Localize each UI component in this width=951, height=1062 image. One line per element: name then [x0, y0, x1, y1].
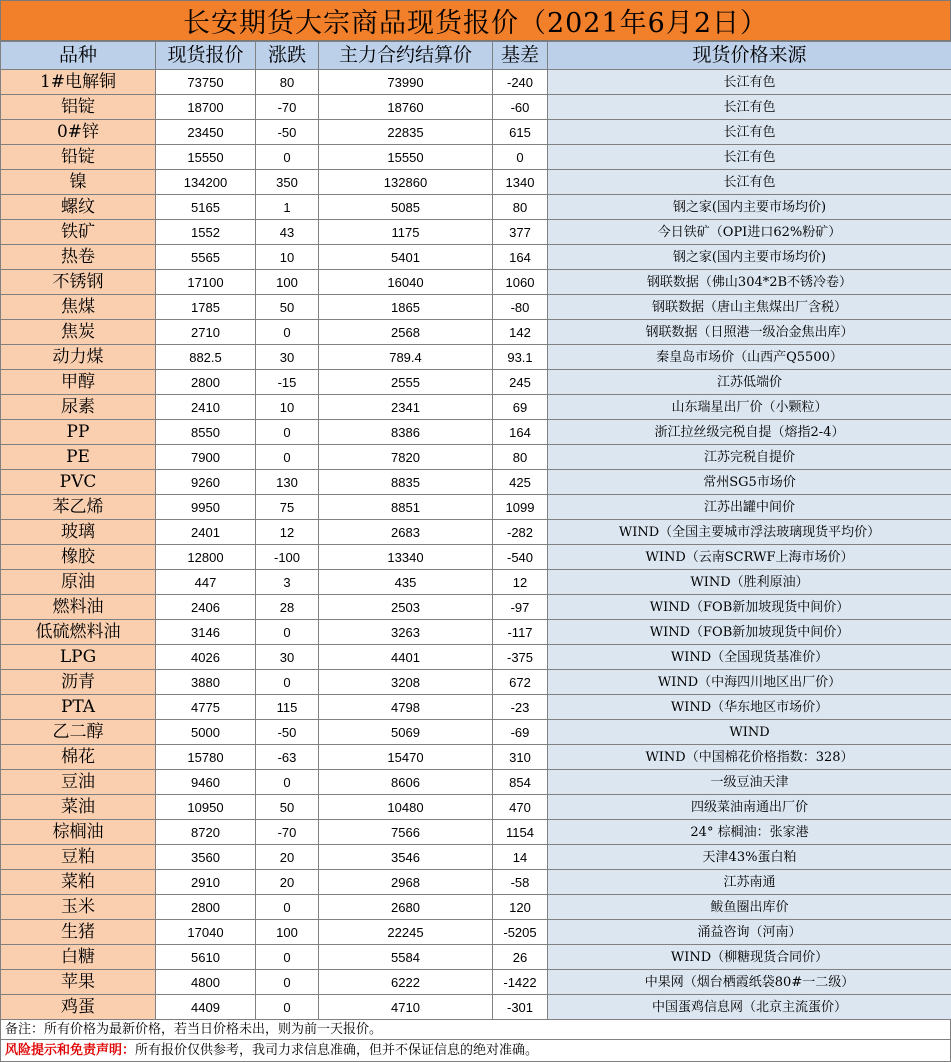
settlement-cell: 3546 — [319, 845, 493, 870]
variety-cell: 0#锌 — [1, 120, 156, 145]
variety-cell: 焦炭 — [1, 320, 156, 345]
spot-price-cell: 2401 — [156, 520, 256, 545]
table-row — [1, 320, 951, 345]
spot-price-cell: 2800 — [156, 370, 256, 395]
table-row — [1, 520, 951, 545]
source-cell: WIND（柳糖现货合同价） — [548, 945, 951, 970]
spot-price-cell: 15550 — [156, 145, 256, 170]
basis-cell: 164 — [493, 420, 548, 445]
table-row — [1, 195, 951, 220]
source-cell: 天津43%蛋白粕 — [548, 845, 951, 870]
table-row — [1, 270, 951, 295]
settlement-cell: 3208 — [319, 670, 493, 695]
variety-cell: 棕榈油 — [1, 820, 156, 845]
table-row — [1, 895, 951, 920]
basis-cell: 1154 — [493, 820, 548, 845]
source-cell: 24° 棕榈油：张家港 — [548, 820, 951, 845]
source-cell: 长江有色 — [548, 120, 951, 145]
table-row — [1, 495, 951, 520]
header-spot-price: 现货报价 — [156, 42, 256, 70]
spot-price-cell: 8720 — [156, 820, 256, 845]
change-cell: 75 — [256, 495, 319, 520]
table-row — [1, 245, 951, 270]
variety-cell: 铅锭 — [1, 145, 156, 170]
disclaimer-label: 风险提示和免责声明： — [5, 1043, 135, 1058]
source-cell: 江苏南通 — [548, 870, 951, 895]
source-cell: 今日铁矿（OPI进口62%粉矿） — [548, 220, 951, 245]
settlement-cell: 2341 — [319, 395, 493, 420]
spot-price-cell: 3146 — [156, 620, 256, 645]
change-cell: -63 — [256, 745, 319, 770]
basis-cell: -240 — [493, 70, 548, 95]
basis-cell: 1060 — [493, 270, 548, 295]
spot-price-cell: 15780 — [156, 745, 256, 770]
change-cell: -70 — [256, 820, 319, 845]
variety-cell: 1#电解铜 — [1, 70, 156, 95]
settlement-cell: 16040 — [319, 270, 493, 295]
change-cell: 100 — [256, 920, 319, 945]
change-cell: 0 — [256, 445, 319, 470]
spot-price-cell: 2406 — [156, 595, 256, 620]
change-cell: -50 — [256, 120, 319, 145]
settlement-cell: 4710 — [319, 995, 493, 1020]
change-cell: 28 — [256, 595, 319, 620]
source-cell: 长江有色 — [548, 145, 951, 170]
basis-cell: -80 — [493, 295, 548, 320]
table-row — [1, 820, 951, 845]
source-cell: 一级豆油天津 — [548, 770, 951, 795]
basis-cell: 615 — [493, 120, 548, 145]
spot-price-cell: 17100 — [156, 270, 256, 295]
table-row — [1, 770, 951, 795]
spot-price-cell: 4409 — [156, 995, 256, 1020]
source-cell: 江苏完税自提价 — [548, 445, 951, 470]
variety-cell: PP — [1, 420, 156, 445]
settlement-cell: 3263 — [319, 620, 493, 645]
variety-cell: 镍 — [1, 170, 156, 195]
spot-price-cell: 2910 — [156, 870, 256, 895]
variety-cell: 螺纹 — [1, 195, 156, 220]
basis-cell: -5205 — [493, 920, 548, 945]
settlement-cell: 8606 — [319, 770, 493, 795]
source-cell: 钢联数据（唐山主焦煤出厂含税） — [548, 295, 951, 320]
spot-price-cell: 9260 — [156, 470, 256, 495]
source-cell: 四级菜油南通出厂价 — [548, 795, 951, 820]
source-cell: WIND（全国主要城市浮法玻璃现货平均价） — [548, 520, 951, 545]
change-cell: 20 — [256, 845, 319, 870]
spot-price-cell: 5610 — [156, 945, 256, 970]
variety-cell: 动力煤 — [1, 345, 156, 370]
change-cell: -50 — [256, 720, 319, 745]
basis-cell: -117 — [493, 620, 548, 645]
settlement-cell: 2503 — [319, 595, 493, 620]
basis-cell: -282 — [493, 520, 548, 545]
change-cell: -15 — [256, 370, 319, 395]
table-row — [1, 720, 951, 745]
settlement-cell: 8835 — [319, 470, 493, 495]
settlement-cell: 2555 — [319, 370, 493, 395]
change-cell: 0 — [256, 320, 319, 345]
change-cell: 30 — [256, 345, 319, 370]
change-cell: 0 — [256, 620, 319, 645]
spot-price-cell: 73750 — [156, 70, 256, 95]
change-cell: 30 — [256, 645, 319, 670]
settlement-cell: 7820 — [319, 445, 493, 470]
table-row — [1, 570, 951, 595]
source-cell: 常州SG5市场价 — [548, 470, 951, 495]
variety-cell: 燃料油 — [1, 595, 156, 620]
source-cell: 山东瑞星出厂价（小颗粒） — [548, 395, 951, 420]
table-row — [1, 170, 951, 195]
change-cell: 50 — [256, 295, 319, 320]
table-row — [1, 620, 951, 645]
variety-cell: 原油 — [1, 570, 156, 595]
basis-cell: 26 — [493, 945, 548, 970]
table-row — [1, 995, 951, 1020]
change-cell: 10 — [256, 395, 319, 420]
sheet-title: 长安期货大宗商品现货报价（2021年6月2日） — [0, 0, 951, 41]
change-cell: 0 — [256, 145, 319, 170]
table-row — [1, 445, 951, 470]
variety-cell: 豆粕 — [1, 845, 156, 870]
settlement-cell: 1865 — [319, 295, 493, 320]
basis-cell: 425 — [493, 470, 548, 495]
table-row — [1, 670, 951, 695]
basis-cell: 377 — [493, 220, 548, 245]
source-cell: 长江有色 — [548, 70, 951, 95]
basis-cell: 80 — [493, 195, 548, 220]
basis-cell: 120 — [493, 895, 548, 920]
settlement-cell: 73990 — [319, 70, 493, 95]
settlement-cell: 435 — [319, 570, 493, 595]
settlement-cell: 2968 — [319, 870, 493, 895]
change-cell: 0 — [256, 970, 319, 995]
change-cell: 0 — [256, 995, 319, 1020]
source-cell: WIND（中国棉花价格指数：328） — [548, 745, 951, 770]
source-cell: WIND（云南SCRWF上海市场价） — [548, 545, 951, 570]
variety-cell: 鸡蛋 — [1, 995, 156, 1020]
basis-cell: 14 — [493, 845, 548, 870]
spot-price-cell: 1552 — [156, 220, 256, 245]
basis-cell: -301 — [493, 995, 548, 1020]
table-row — [1, 345, 951, 370]
variety-cell: 不锈钢 — [1, 270, 156, 295]
variety-cell: 棉花 — [1, 745, 156, 770]
variety-cell: PVC — [1, 470, 156, 495]
source-cell: WIND（胜利原油） — [548, 570, 951, 595]
change-cell: 0 — [256, 895, 319, 920]
source-cell: 长江有色 — [548, 95, 951, 120]
change-cell: 1 — [256, 195, 319, 220]
variety-cell: PE — [1, 445, 156, 470]
source-cell: WIND（FOB新加坡现货中间价） — [548, 620, 951, 645]
basis-cell: 164 — [493, 245, 548, 270]
header-basis: 基差 — [493, 42, 548, 70]
table-row — [1, 945, 951, 970]
settlement-cell: 789.4 — [319, 345, 493, 370]
variety-cell: 菜粕 — [1, 870, 156, 895]
basis-cell: 854 — [493, 770, 548, 795]
spot-price-cell: 4026 — [156, 645, 256, 670]
spot-price-cell: 134200 — [156, 170, 256, 195]
table-row — [1, 220, 951, 245]
table-row — [1, 420, 951, 445]
source-cell: 长江有色 — [548, 170, 951, 195]
change-cell: 350 — [256, 170, 319, 195]
basis-cell: -540 — [493, 545, 548, 570]
table-row — [1, 145, 951, 170]
spot-price-cell: 18700 — [156, 95, 256, 120]
source-cell: WIND（华东地区市场价） — [548, 695, 951, 720]
basis-cell: -60 — [493, 95, 548, 120]
variety-cell: 豆油 — [1, 770, 156, 795]
source-cell: WIND（中海四川地区出厂价） — [548, 670, 951, 695]
change-cell: 10 — [256, 245, 319, 270]
settlement-cell: 22835 — [319, 120, 493, 145]
table-row — [1, 545, 951, 570]
variety-cell: 热卷 — [1, 245, 156, 270]
change-cell: 0 — [256, 420, 319, 445]
settlement-cell: 7566 — [319, 820, 493, 845]
spot-price-cell: 7900 — [156, 445, 256, 470]
spot-price-cell: 447 — [156, 570, 256, 595]
basis-cell: 1099 — [493, 495, 548, 520]
basis-cell: 672 — [493, 670, 548, 695]
spot-price-cell: 2410 — [156, 395, 256, 420]
settlement-cell: 6222 — [319, 970, 493, 995]
change-cell: 3 — [256, 570, 319, 595]
table-row — [1, 645, 951, 670]
table-row — [1, 920, 951, 945]
change-cell: 0 — [256, 770, 319, 795]
variety-cell: PTA — [1, 695, 156, 720]
table-row — [1, 395, 951, 420]
spot-price-cell: 2710 — [156, 320, 256, 345]
settlement-cell: 5069 — [319, 720, 493, 745]
header-row — [1, 42, 951, 70]
settlement-cell: 15470 — [319, 745, 493, 770]
settlement-cell: 5584 — [319, 945, 493, 970]
header-change: 涨跌 — [256, 42, 319, 70]
table-row — [1, 370, 951, 395]
basis-cell: 12 — [493, 570, 548, 595]
basis-cell: 69 — [493, 395, 548, 420]
spot-price-cell: 3560 — [156, 845, 256, 870]
source-cell: 秦皇岛市场价（山西产Q5500） — [548, 345, 951, 370]
spot-price-cell: 5000 — [156, 720, 256, 745]
spot-price-cell: 3880 — [156, 670, 256, 695]
spot-price-cell: 9460 — [156, 770, 256, 795]
basis-cell: 80 — [493, 445, 548, 470]
change-cell: 0 — [256, 945, 319, 970]
basis-cell: 0 — [493, 145, 548, 170]
variety-cell: 乙二醇 — [1, 720, 156, 745]
change-cell: 43 — [256, 220, 319, 245]
source-cell: WIND — [548, 720, 951, 745]
source-cell: 涌益咨询（河南） — [548, 920, 951, 945]
basis-cell: -97 — [493, 595, 548, 620]
source-cell: WIND（全国现货基准价） — [548, 645, 951, 670]
basis-cell: 470 — [493, 795, 548, 820]
disclaimer — [0, 1040, 951, 1062]
settlement-cell: 22245 — [319, 920, 493, 945]
table-row — [1, 95, 951, 120]
spot-price-cell: 4775 — [156, 695, 256, 720]
table-row — [1, 595, 951, 620]
change-cell: 100 — [256, 270, 319, 295]
variety-cell: 尿素 — [1, 395, 156, 420]
source-cell: 浙江拉丝级完税自提（熔指2-4） — [548, 420, 951, 445]
settlement-cell: 1175 — [319, 220, 493, 245]
variety-cell: 铁矿 — [1, 220, 156, 245]
source-cell: 钢之家(国内主要市场均价) — [548, 195, 951, 220]
basis-cell: 245 — [493, 370, 548, 395]
basis-cell: -1422 — [493, 970, 548, 995]
basis-cell: -375 — [493, 645, 548, 670]
settlement-cell: 10480 — [319, 795, 493, 820]
spot-price-cell: 10950 — [156, 795, 256, 820]
spot-price-cell: 8550 — [156, 420, 256, 445]
table-row — [1, 70, 951, 95]
settlement-cell: 5085 — [319, 195, 493, 220]
table-row — [1, 845, 951, 870]
variety-cell: 铝锭 — [1, 95, 156, 120]
price-table — [0, 41, 951, 1020]
header-source: 现货价格来源 — [548, 42, 951, 70]
basis-cell: 93.1 — [493, 345, 548, 370]
spot-price-cell: 23450 — [156, 120, 256, 145]
table-row — [1, 120, 951, 145]
settlement-cell: 132860 — [319, 170, 493, 195]
settlement-cell: 8386 — [319, 420, 493, 445]
variety-cell: 橡胶 — [1, 545, 156, 570]
variety-cell: 沥青 — [1, 670, 156, 695]
variety-cell: LPG — [1, 645, 156, 670]
note: 备注：所有价格为最新价格，若当日价格未出，则为前一天报价。 — [0, 1020, 951, 1040]
disclaimer-text: 所有报价仅供参考，我司力求信息准确，但并不保证信息的绝对准确。 — [135, 1043, 538, 1058]
change-cell: -100 — [256, 545, 319, 570]
table-row — [1, 470, 951, 495]
spot-price-cell: 5565 — [156, 245, 256, 270]
variety-cell: 焦煤 — [1, 295, 156, 320]
settlement-cell: 18760 — [319, 95, 493, 120]
source-cell: 钢联数据（佛山304*2B不锈冷卷） — [548, 270, 951, 295]
spot-price-cell: 1785 — [156, 295, 256, 320]
spot-price-cell: 9950 — [156, 495, 256, 520]
spot-price-cell: 12800 — [156, 545, 256, 570]
change-cell: 20 — [256, 870, 319, 895]
spot-price-cell: 17040 — [156, 920, 256, 945]
source-cell: 中国蛋鸡信息网（北京主流蛋价） — [548, 995, 951, 1020]
header-variety: 品种 — [1, 42, 156, 70]
change-cell: 130 — [256, 470, 319, 495]
source-cell: 江苏出罐中间价 — [548, 495, 951, 520]
table-row — [1, 870, 951, 895]
settlement-cell: 4401 — [319, 645, 493, 670]
settlement-cell: 5401 — [319, 245, 493, 270]
settlement-cell: 2680 — [319, 895, 493, 920]
table-row — [1, 795, 951, 820]
header-settlement: 主力合约结算价 — [319, 42, 493, 70]
basis-cell: 310 — [493, 745, 548, 770]
spot-price-cell: 2800 — [156, 895, 256, 920]
variety-cell: 菜油 — [1, 795, 156, 820]
table-row — [1, 295, 951, 320]
variety-cell: 玉米 — [1, 895, 156, 920]
settlement-cell: 2683 — [319, 520, 493, 545]
basis-cell: -23 — [493, 695, 548, 720]
basis-cell: 1340 — [493, 170, 548, 195]
variety-cell: 甲醇 — [1, 370, 156, 395]
basis-cell: -69 — [493, 720, 548, 745]
spot-price-cell: 5165 — [156, 195, 256, 220]
source-cell: 钢联数据（日照港一级冶金焦出库） — [548, 320, 951, 345]
variety-cell: 白糖 — [1, 945, 156, 970]
variety-cell: 生猪 — [1, 920, 156, 945]
change-cell: 80 — [256, 70, 319, 95]
spot-price-cell: 882.5 — [156, 345, 256, 370]
source-cell: 钢之家(国内主要市场均价) — [548, 245, 951, 270]
variety-cell: 低硫燃料油 — [1, 620, 156, 645]
change-cell: 0 — [256, 670, 319, 695]
settlement-cell: 15550 — [319, 145, 493, 170]
source-cell: 鲅鱼圈出库价 — [548, 895, 951, 920]
basis-cell: 142 — [493, 320, 548, 345]
spot-price-cell: 4800 — [156, 970, 256, 995]
source-cell: 江苏低端价 — [548, 370, 951, 395]
basis-cell: -58 — [493, 870, 548, 895]
change-cell: -70 — [256, 95, 319, 120]
settlement-cell: 4798 — [319, 695, 493, 720]
source-cell: WIND（FOB新加坡现货中间价） — [548, 595, 951, 620]
settlement-cell: 8851 — [319, 495, 493, 520]
variety-cell: 苯乙烯 — [1, 495, 156, 520]
change-cell: 12 — [256, 520, 319, 545]
change-cell: 115 — [256, 695, 319, 720]
variety-cell: 苹果 — [1, 970, 156, 995]
settlement-cell: 13340 — [319, 545, 493, 570]
table-row — [1, 970, 951, 995]
table-row — [1, 745, 951, 770]
table-row — [1, 695, 951, 720]
change-cell: 50 — [256, 795, 319, 820]
source-cell: 中果网（烟台栖霞纸袋80#一二级） — [548, 970, 951, 995]
variety-cell: 玻璃 — [1, 520, 156, 545]
settlement-cell: 2568 — [319, 320, 493, 345]
